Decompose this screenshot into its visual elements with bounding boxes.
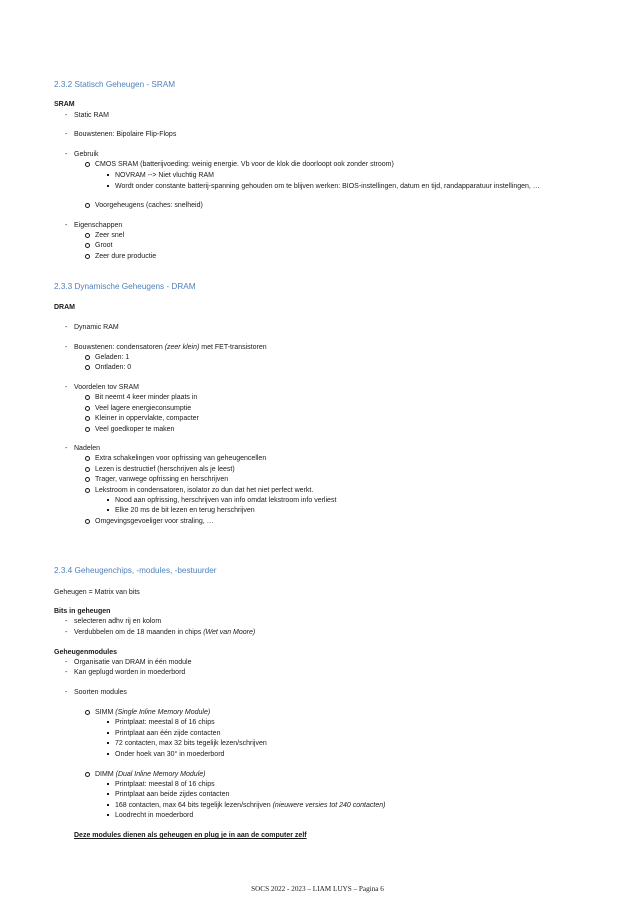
list-item: Trager, vanwege opfrissing en herschrijven (95, 476, 229, 483)
list-item: - Eigenschappen (74, 221, 122, 230)
list-item: Zeer dure productie (95, 253, 157, 260)
list-item (95, 708, 210, 717)
list-item: Loodrecht in moederbord (115, 812, 194, 819)
list-item: Extra schakelingen voor opfrissing van geheugencellen (95, 455, 267, 462)
list-item: - Soorten modules (74, 688, 127, 697)
list-item: - Nadelen (74, 444, 100, 453)
text: 168 contacten, max 64 bits tegelijk lezen/schrijven (115, 802, 273, 809)
heading-sram: 2.3.2 Statisch Geheugen - SRAM (54, 80, 176, 89)
list-item: Onder hoek van 30° in moederbord (115, 751, 225, 758)
list-item: Bit neemt 4 keer minder plaats in (95, 394, 198, 401)
list-item (74, 628, 255, 637)
list-item: Lekstroom in condensatoren, isolator zo dun dat het niet perfect werkt. (95, 487, 314, 494)
list-item: Veel lagere energieconsumptie (95, 405, 192, 412)
list-item: Elke 20 ms de bit lezen en terug herschrijven (115, 507, 255, 514)
list-item: - selecteren adhv rij en kolom (74, 617, 161, 626)
list-item: Kleiner in oppervlakte, compacter (95, 415, 199, 422)
list-item: - Bouwstenen: Bipolaire Flip-Flops (74, 130, 176, 139)
list-item: - Kan geplugd worden in moederbord (74, 668, 185, 677)
list-item: - Static RAM (74, 111, 109, 120)
text-italic: (zeer klein) (164, 344, 200, 351)
text: met FET-transistoren (199, 344, 267, 351)
list-item (115, 801, 385, 810)
list-item: CMOS SRAM (batterijvoeding: weinig energie. Vb voor de klok die doorloopt ook zonder stroom) (95, 161, 394, 168)
dram-title: DRAM (54, 304, 75, 311)
list-item: Veel goedkoper te maken (95, 426, 175, 433)
list-item: - Organisatie van DRAM in één module (74, 658, 192, 667)
sram-title: SRAM (54, 101, 75, 108)
list-item: Groot (95, 242, 113, 249)
list-item: Zeer snel (95, 232, 125, 239)
heading-dram: 2.3.3 Dynamische Geheugens - DRAM (54, 282, 196, 291)
modules-title: Geheugenmodules (54, 649, 118, 656)
list-item: 72 contacten, max 32 bits tegelijk lezen/schrijven (115, 740, 267, 747)
text: Verdubbelen om de 18 maanden in chips (74, 629, 204, 636)
modules-note: Deze modules dienen als geheugen en plug je in aan de computer zelf (74, 832, 307, 839)
text-italic: (nieuwere versies tot 240 contacten) (272, 802, 386, 809)
list-item: Printplaat: meestal 8 of 16 chips (115, 719, 215, 726)
list-item: - Dynamic RAM (74, 323, 119, 332)
list-item (95, 770, 205, 779)
list-item: Printplaat aan beide zijdes contacten (115, 791, 230, 798)
list-item: Geladen: 1 (95, 354, 130, 361)
list-item: NOVRAM --> Niet vluchtig RAM (115, 172, 214, 179)
list-item: - Voordelen tov SRAM (74, 383, 139, 392)
heading-chips: 2.3.4 Geheugenchips, -modules, -bestuurder (54, 566, 217, 575)
list-item (74, 343, 267, 352)
chips-intro: Geheugen = Matrix van bits (54, 589, 140, 596)
list-item: Wordt onder constante batterij-spanning gehouden om te blijven werken: BIOS-instellingen, datum en tijd, randapparatuur instellingen, … (115, 183, 540, 190)
list-item: Lezen is destructief (herschrijven als je leest) (95, 466, 235, 473)
text: Bouwstenen: condensatoren (74, 344, 165, 351)
list-item: Printplaat aan één zijde contacten (115, 730, 221, 737)
text-italic: (Wet van Moore) (203, 629, 256, 636)
list-item: - Gebruik (74, 150, 99, 159)
page-footer: SOCS 2022 - 2023 – LIAM LUYS – Pagina 6 (251, 885, 384, 893)
list-item: Voorgeheugens (caches: snelheid) (95, 202, 203, 209)
bits-title: Bits in geheugen (54, 608, 111, 615)
list-item: Nood aan opfrissing, herschrijven van info omdat lekstroom info verliest (115, 497, 337, 504)
list-item: Printplaat: meestal 8 of 16 chips (115, 781, 215, 788)
list-item: Omgevingsgevoeliger voor straling, … (95, 518, 214, 525)
list-item: Ontladen: 0 (95, 364, 132, 371)
text: SIMM (95, 709, 116, 716)
text: DIMM (95, 771, 116, 778)
text-italic: (Single Inline Memory Module) (115, 709, 211, 716)
text-italic: (Dual Inline Memory Module) (115, 771, 206, 778)
